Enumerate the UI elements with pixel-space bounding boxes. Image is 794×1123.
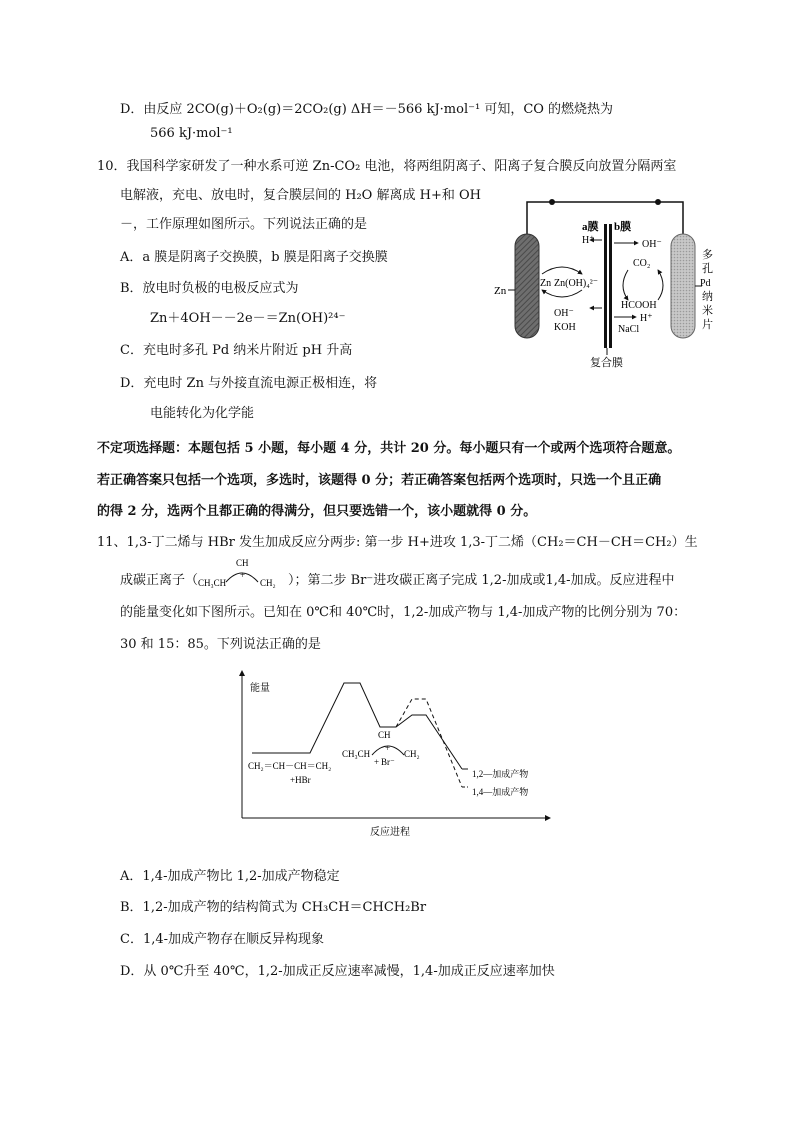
prev-option-d-line2: 566 kJ·mol⁻¹ [150, 126, 233, 141]
q10-stem-line2: 电解液，充电、放电时，复合膜层间的 H₂O 解离成 H+和 OH [120, 188, 481, 203]
arrow-cycle-top-left [542, 267, 582, 274]
label-b-membrane: b膜 [614, 221, 632, 233]
cation-right: CH₂ [260, 578, 276, 588]
q10-option-b: B．放电时负极的电极反应式为 [120, 281, 299, 296]
label-pd-6: 片 [702, 319, 713, 331]
cation-left: CH₃CH [198, 578, 227, 588]
label-a-membrane: a膜 [582, 221, 599, 233]
x-axis-label: 反应进程 [370, 827, 410, 838]
arrow-cycle-right-right [658, 270, 663, 300]
label-koh: KOH [554, 322, 576, 333]
cation-plus: + [240, 570, 246, 580]
q10-stem-line1: 10．我国科学家研发了一种水系可逆 Zn-CO₂ 电池，将两组阴离子、阳离子复合膜反向放置分隔两室 [97, 159, 677, 174]
q11-option-c: C．1,4-加成产物存在顺反异构现象 [120, 932, 325, 947]
cation-ch: CH [236, 558, 249, 568]
membrane-a [604, 224, 607, 348]
label-oh-minus-right: OH⁻ [642, 239, 662, 250]
label-zn-inner: Zn [540, 278, 552, 289]
prev-option-d-line1: D．由反应 2CO(g)＋O₂(g)＝2CO₂(g) ΔH＝－566 kJ·mol⁻¹ 可知，CO 的燃烧热为 [120, 102, 614, 117]
intermediate-left: CH₃CH [342, 749, 371, 759]
q11-stem-line4: 30 和 15：85。下列说法正确的是 [120, 637, 321, 652]
label-h-plus-left: H⁺ [582, 235, 595, 246]
q11-stem-line3: 的能量变化如下图所示。已知在 0℃和 40℃时，1,2-加成产物与 1,4-加成产物的比例分别为 70： [120, 605, 687, 620]
wire-terminal-right [655, 199, 661, 205]
intermediate-plus: + [385, 743, 391, 753]
energy-profile-diagram [238, 665, 558, 840]
q10-option-d-line1: D．充电时 Zn 与外接直流电源正极相连，将 [120, 376, 378, 391]
q11-option-d: D．从 0℃升至 40℃，1,2-加成正反应速率减慢，1,4-加成正反应速率加快 [120, 964, 555, 979]
section-instructions-line1: 不定项选择题：本题包括 5 小题，每小题 4 分，共计 20 分。每小题只有一个或两个选项符合题意。 [97, 441, 681, 456]
label-pd-5: 米 [702, 305, 713, 317]
label-12-product: 1,2—加成产物 [472, 769, 529, 779]
arrow-cycle-bottom-left [542, 290, 582, 297]
q10-option-a: A．a 膜是阴离子交换膜，b 膜是阳离子交换膜 [120, 250, 388, 265]
q10-option-c: C．充电时多孔 Pd 纳米片附近 pH 升高 [120, 343, 353, 358]
reactant-hbr-label: +HBr [290, 775, 311, 785]
label-h-plus-right: H⁺ [640, 313, 653, 324]
wire-terminal-left [549, 199, 555, 205]
arrow-cycle-left-right [623, 270, 628, 300]
zn-electrode [515, 234, 539, 338]
q11-option-a: A．1,4-加成产物比 1,2-加成产物稳定 [120, 869, 340, 884]
label-zincate: Zn(OH)₄²⁻ [554, 278, 598, 289]
label-pd-2: 孔 [702, 263, 713, 275]
q11-stem-line2a: 成碳正离子（ [120, 573, 199, 588]
label-pd-3: Pd [700, 278, 711, 289]
label-nacl: NaCl [618, 324, 640, 335]
carbocation-structure [196, 556, 288, 590]
battery-diagram [490, 190, 730, 375]
q10-option-b-equation: Zn＋4OH－－2e－＝Zn(OH)²⁴⁻ [150, 311, 346, 326]
label-oh-minus-left: OH⁻ [554, 308, 574, 319]
label-hcooh: HCOOH [621, 300, 657, 311]
label-zn: Zn [494, 285, 507, 297]
label-co2: CO₂ [633, 258, 651, 269]
label-composite: 复合膜 [590, 357, 623, 369]
label-pd-4: 纳 [702, 291, 713, 303]
intermediate-plus-br: + [374, 757, 380, 767]
label-pd-1: 多 [702, 249, 713, 261]
y-axis-label: 能量 [250, 683, 270, 694]
pd-electrode [671, 234, 695, 338]
curve-14-addition [396, 699, 462, 787]
intermediate-ch: CH [378, 730, 391, 740]
intermediate-right: CH₂ [404, 749, 420, 759]
q11-stem-line1: 11、1,3-丁二烯与 HBr 发生加成反应分两步: 第一步 H+进攻 1,3-丁二烯（CH₂＝CH－CH＝CH₂）生 [97, 535, 698, 550]
section-instructions-line2: 若正确答案只包括一个选项，多选时，该题得 0 分；若正确答案包括两个选项时，只选一个且正确 [97, 473, 662, 488]
reactant-label: CH₂＝CH－CH＝CH₂ [248, 761, 332, 771]
intermediate-br: Br⁻ [381, 757, 395, 767]
q10-stem-line3: －，工作原理如图所示。下列说法正确的是 [120, 217, 368, 232]
label-14-product: 1,4—加成产物 [472, 787, 529, 797]
q11-stem-line2b: ）；第二步 Br⁻进攻碳正离子完成 1,2-加成或1,4-加成。反应进程中 [288, 573, 675, 588]
q11-option-b: B．1,2-加成产物的结构简式为 CH₃CH＝CHCH₂Br [120, 900, 427, 915]
membrane-b [609, 224, 612, 348]
q10-option-d-line2: 电能转化为化学能 [150, 406, 255, 421]
section-instructions-line3: 的得 2 分，选两个且都正确的得满分，但只要选错一个，该小题就得 0 分。 [97, 504, 537, 519]
